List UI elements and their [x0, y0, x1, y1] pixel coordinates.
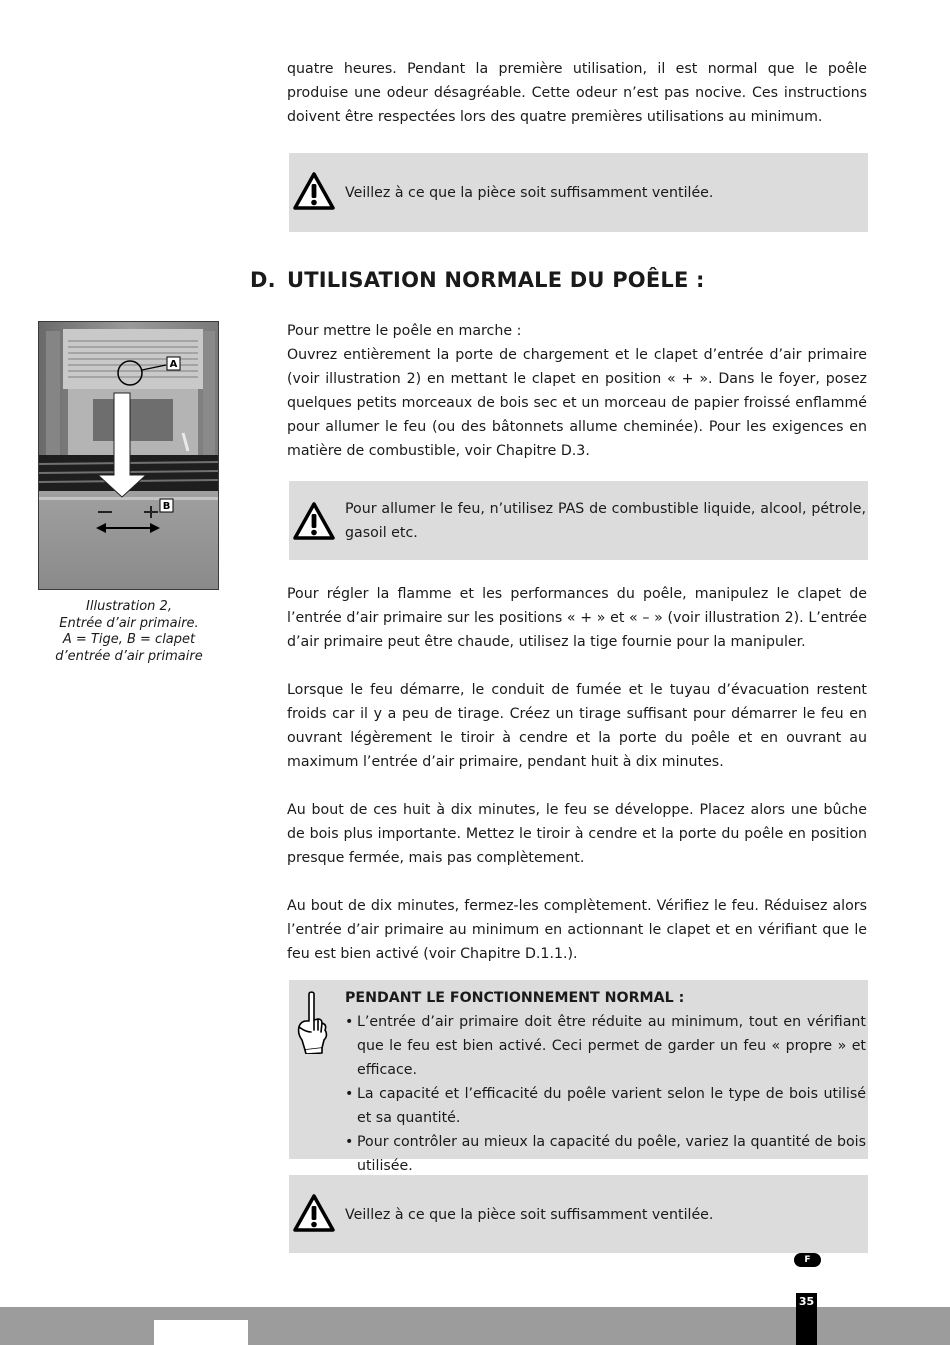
paragraph-flame: Pour régler la flamme et les performances du poêle, manipulez le clapet de l’entrée d’air primaire sur les positions « + » et « – » (voir illustration 2). L’entrée d’air primaire peut être chaude, utilisez la tige fournie pour la manipuler.: [287, 586, 867, 650]
section-title: UTILISATION NORMALE DU POÊLE :: [287, 268, 705, 292]
section-heading: [250, 268, 705, 292]
note-list: [345, 1010, 866, 1178]
caption-line: Illustration 2,: [86, 599, 172, 614]
warning-box-ventilation-top: [289, 153, 868, 232]
warning-text: Veillez à ce que la pièce soit suffisamment ventilée.: [345, 1207, 714, 1223]
warning-triangle-icon: [293, 172, 335, 210]
caption-line: Entrée d’air primaire.: [59, 615, 199, 631]
caption-line: A = Tige, B = clapet: [62, 632, 196, 647]
pointing-hand-icon: [295, 990, 329, 1054]
caption-line: d’entrée d’air primaire: [55, 648, 203, 664]
page-number: 35: [796, 1293, 817, 1345]
note-box-normal-operation: [289, 980, 868, 1174]
paragraph-develop: Au bout de ces huit à dix minutes, le feu se développe. Placez alors une bûche de bois plus importante. Mettez le tiroir à cendre et la porte du poêle en position presque fermée, mais pas complètement.: [287, 802, 867, 866]
warning-triangle-icon: [293, 1194, 335, 1232]
list-item: • La capacité et l’efficacité du poêle varient selon le type de bois utilisé et sa quantité.: [345, 1082, 866, 1130]
warning-triangle-icon: [293, 502, 335, 540]
illustration-caption: [40, 599, 218, 665]
warning-text: Veillez à ce que la pièce soit suffisamment ventilée.: [345, 185, 714, 201]
start-instructions: [287, 319, 867, 463]
section-number: D.: [250, 268, 276, 292]
intro-paragraph: quatre heures. Pendant la première utilisation, il est normal que le poêle produise une odeur désagréable. Cette odeur n’est pas nocive. Ces instructions doivent être respectées lors des quatre premières utilisations au minimum.: [287, 61, 867, 125]
language-badge: F: [794, 1253, 821, 1267]
label-a: A: [169, 359, 178, 370]
list-item: • L’entrée d’air primaire doit être réduite au minimum, tout en vérifiant que le feu est bien activé. Ceci permet de garder un feu « propre » et efficace.: [345, 1010, 866, 1082]
paragraph-draft: Lorsque le feu démarre, le conduit de fumée et le tuyau d’évacuation restent froids car il y a peu de tirage. Créez un tirage suffisant pour démarrer le feu en ouvrant légèrement le tiroir à cendre et la porte du poêle et en ouvrant au maximum l’entrée d’air primaire, pendant huit à dix minutes.: [287, 682, 867, 770]
warning-box-ventilation-bottom: [289, 1175, 868, 1253]
paragraph-close: Au bout de dix minutes, fermez-les complètement. Vérifiez le feu. Réduisez alors l’entrée d’air primaire au minimum en actionnant le clapet et en vérifiant que le feu est bien activé (voir Chapitre D.1.1.).: [287, 898, 867, 962]
illustration-primary-air-inlet: [38, 321, 219, 590]
footer-white-block: [154, 1320, 248, 1345]
list-item: • Pour contrôler au mieux la capacité du poêle, variez la quantité de bois utilisée.: [345, 1130, 866, 1178]
warning-text: Pour allumer le feu, n’utilisez PAS de combustible liquide, alcool, pétrole, gasoil etc.: [345, 501, 866, 541]
warning-box-fuel: [289, 481, 868, 560]
note-heading: PENDANT LE FONCTIONNEMENT NORMAL :: [345, 990, 685, 1006]
start-body: Ouvrez entièrement la porte de chargement et le clapet d’entrée d’air primaire (voir illustration 2) en mettant le clapet en position « + ». Dans le foyer, posez quelques petits morceaux de bois sec et un morceau de papier froissé enflammé pour allumer le feu (ou des bâtonnets allume cheminée). Pour les exigences en matière de combustible, voir Chapitre D.3.: [287, 347, 867, 459]
label-b: B: [162, 501, 171, 512]
note-content: [345, 986, 866, 1178]
start-lead: Pour mettre le poêle en marche :: [287, 323, 522, 339]
